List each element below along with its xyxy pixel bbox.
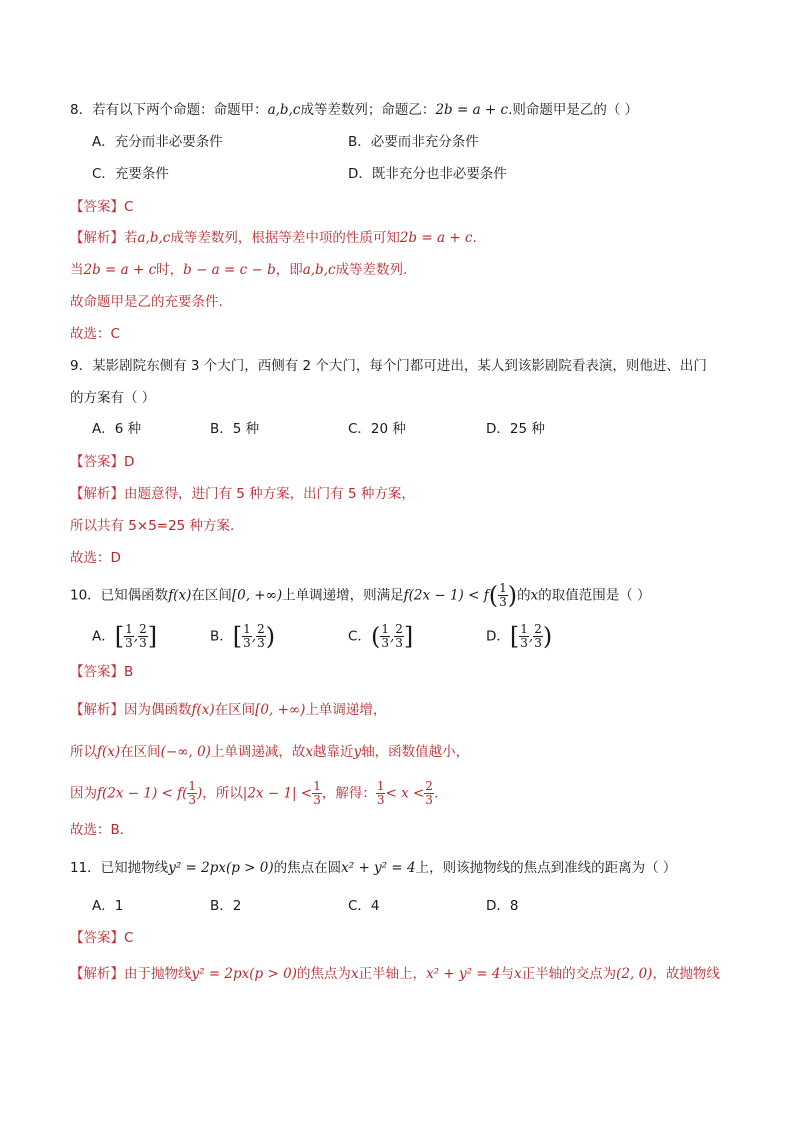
- q8-option-d: D．既非充分也非必要条件: [348, 166, 507, 182]
- q9-option-a: A．6 种: [92, 421, 142, 437]
- q10-explanation-1: 【解析】因为偶函数f(x)在区间[0, +∞)上单调递增，: [70, 702, 387, 718]
- q9-answer: 【答案】D: [70, 454, 135, 470]
- q8-explanation-1: 【解析】若a,b,c成等差数列，根据等差中项的性质可知2b = a + c.: [70, 230, 477, 246]
- q9-option-b: B．5 种: [210, 421, 260, 437]
- q11-explanation-1: 【解析】由于抛物线y² = 2px(p > 0)的焦点为x正半轴上，x² + y² = 4与x正半轴的交点为(2, 0)，故抛物线: [70, 966, 720, 982]
- q11-option-d: D．8: [486, 898, 519, 914]
- q10-option-c: C．( $\frac{1}{3}$ , $\frac{2}{3}$ ]: [348, 622, 414, 651]
- q8-explanation-3: 故命题甲是乙的充要条件.: [70, 294, 223, 310]
- q10-explanation-2: 所以f(x)在区间(−∞, 0)上单调递减，故x越靠近y轴，函数值越小，: [70, 744, 470, 760]
- q8-stem: 8．若有以下两个命题：命题甲：a,b,c成等差数列；命题乙：2b = a + c.则命题甲是乙的（ ）: [70, 102, 639, 118]
- q10-choose: 故选：B．: [70, 822, 134, 838]
- q8-option-a: A．充分而非必要条件: [92, 134, 223, 150]
- q9-choose: 故选：D: [70, 550, 121, 566]
- q11-option-a: A．1: [92, 898, 124, 914]
- q8-explanation-2: 当2b = a + c时，b − a = c − b，即a,b,c成等差数列.: [70, 262, 408, 278]
- q9-option-d: D．25 种: [486, 421, 545, 437]
- q8-option-b: B．必要而非充分条件: [348, 134, 479, 150]
- q11-answer: 【答案】C: [70, 930, 134, 946]
- q8-option-c: C．充要条件: [92, 166, 169, 182]
- q10-option-d: D．[ $\frac{1}{3}$ , $\frac{2}{3}$ ): [486, 622, 553, 651]
- q10-option-b: B．[ $\frac{1}{3}$ , $\frac{2}{3}$ ): [210, 622, 276, 651]
- q8-answer: 【答案】C: [70, 199, 134, 215]
- q9-option-c: C．20 种: [348, 421, 406, 437]
- q10-answer: 【答案】B: [70, 664, 134, 680]
- q9-explanation-2: 所以共有 5×5=25 种方案.: [70, 518, 235, 534]
- q9-explanation-1: 【解析】由题意得，进门有 5 种方案，出门有 5 种方案，: [70, 486, 415, 502]
- q11-stem: 11．已知抛物线y² = 2px(p > 0)的焦点在圆x² + y² = 4上，则该抛物线的焦点到准线的距离为（ ）: [70, 860, 677, 876]
- q8-choose: 故选：C: [70, 326, 120, 342]
- q9-stem-1: 9．某影剧院东侧有 3 个大门，西侧有 2 个大门，每个门都可进出，某人到该影剧院看表演，则他进、出门: [70, 358, 707, 374]
- q10-stem: 10．已知偶函数f(x)在区间[0, +∞)上单调递增，则满足f(2x − 1) < f( $\frac{1}{3}$ )的x的取值范围是（ ）: [70, 581, 651, 610]
- q11-option-b: B．2: [210, 898, 242, 914]
- q9-stem-2: 的方案有（ ）: [70, 390, 156, 406]
- q11-option-c: C．4: [348, 898, 380, 914]
- q10-option-a: A．[ $\frac{1}{3}$ , $\frac{2}{3}$ ]: [92, 622, 158, 651]
- q10-explanation-3: 因为f(2x − 1) < f( $\frac{1}{3}$ )，所以|2x − 1| < $\frac{1}{3}$ ，解得： $\frac{1}{3}$ < x < $\frac{2}{3}$ .: [70, 779, 439, 807]
